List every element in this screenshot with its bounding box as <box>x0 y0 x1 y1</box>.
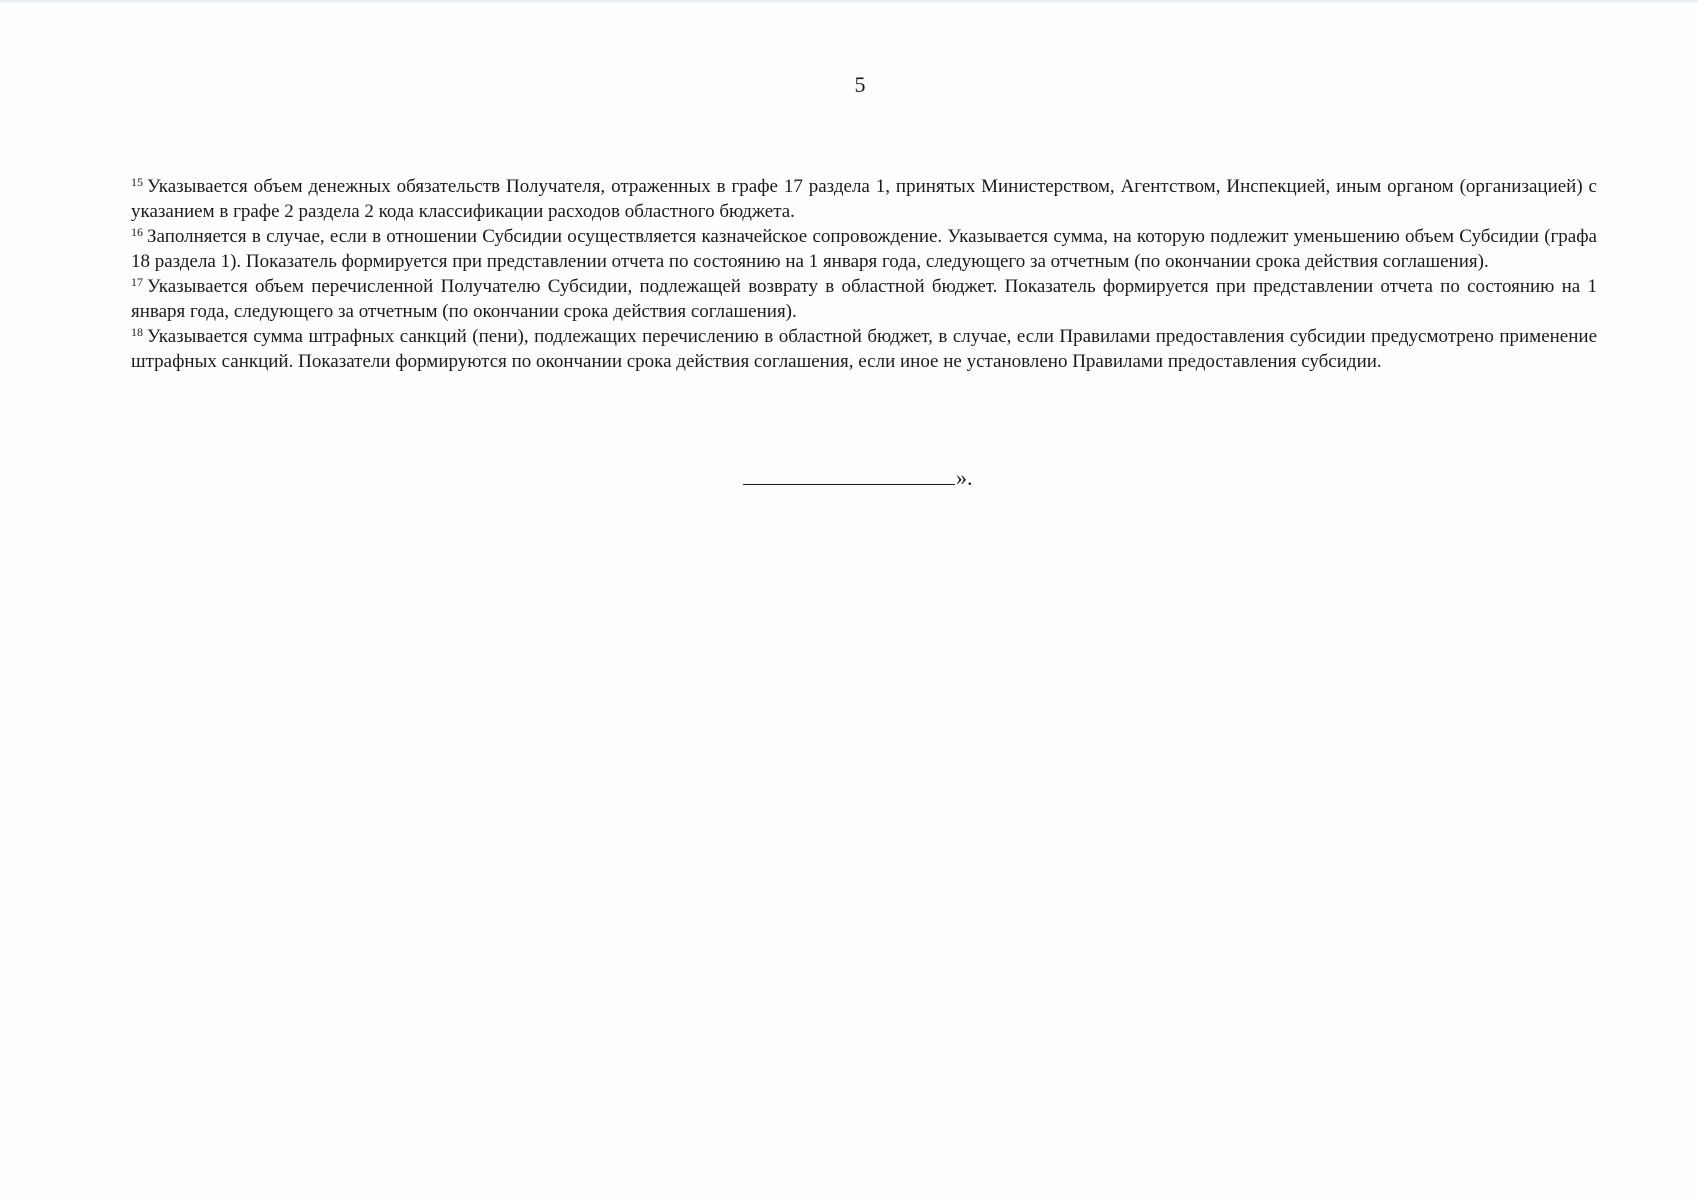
footnote-marker: 16 <box>131 225 143 239</box>
footnote-marker: 17 <box>131 275 143 289</box>
footnote-16 <box>131 224 1597 274</box>
footnote-text: Указывается объем денежных обязательств Получателя, отраженных в графе 17 раздела 1, принятых Министерством, Агентством, Инспекцией, иным органом (организацией) с указанием в графе 2 раздела 2 кода классификации расходов областного бюджета. <box>131 176 1597 222</box>
page-number: 5 <box>854 72 866 97</box>
footnote-15 <box>131 174 1597 224</box>
footnote-marker: 18 <box>131 325 143 339</box>
footnote-17 <box>131 274 1597 324</box>
footnotes-block <box>131 174 1597 374</box>
scan-edge <box>0 0 1698 4</box>
footnote-18 <box>131 324 1597 374</box>
closing-quote: ». <box>956 465 973 490</box>
footnote-text: Заполняется в случае, если в отношении Субсидии осуществляется казначейское сопровождение. Указывается сумма, на которую подлежит уменьшению объем Субсидии (графа 18 раздела 1). Показатель формируется при представлении отчета по состоянию на 1 января года, следующего за отчетным (по окончании срока действия соглашения). <box>131 226 1597 272</box>
footnote-text: Указывается объем перечисленной Получателю Субсидии, подлежащей возврату в областной бюджет. Показатель формируется при представлении отчета по состоянию на 1 января года, следующего за отчетным (по окончании срока действия соглашения). <box>131 276 1597 322</box>
blank-underline <box>743 462 955 485</box>
footnote-text: Указывается сумма штрафных санкций (пени), подлежащих перечислению в областной бюджет, в случае, если Правилами предоставления субсидии предусмотрено применение штрафных санкций. Показатели формируются по окончании срока действия соглашения, если иное не установлено Правилами предоставления субсидии. <box>131 326 1597 372</box>
footnote-marker: 15 <box>131 175 143 189</box>
closing-line <box>743 462 973 491</box>
